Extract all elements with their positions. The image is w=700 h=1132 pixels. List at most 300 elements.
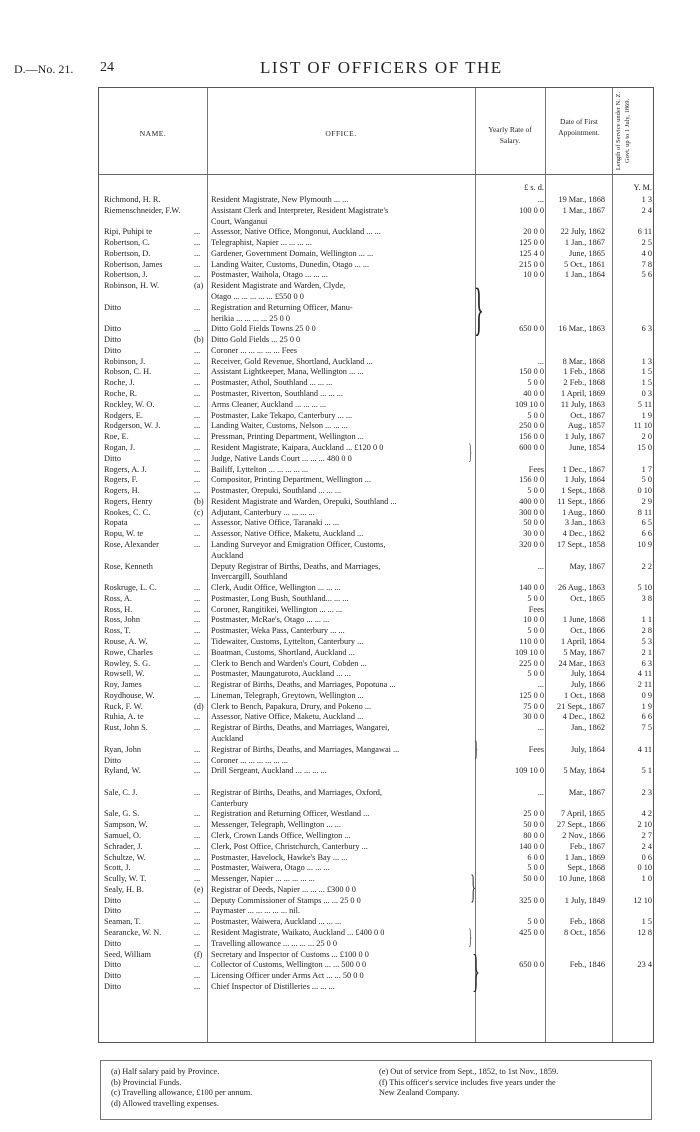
- officer-name: Robson, C. H.: [104, 367, 152, 377]
- salary-value: 40 0 0: [523, 389, 544, 399]
- office-text: Chief Inspector of Distilleries ... ... ...: [211, 981, 335, 991]
- office-text: Assistant Clerk and Interpreter, Resident Magistrate's: [211, 205, 389, 215]
- appointment-date: Oct., 1866: [570, 626, 605, 636]
- officer-name: Rockley, W. O.: [104, 399, 155, 409]
- service-length: 2 1: [641, 647, 652, 657]
- office-text: Lineman, Telegraph, Greytown, Wellington ...: [211, 690, 364, 700]
- footnote: (d) Allowed travelling expenses.: [111, 1098, 219, 1108]
- appointment-date: 7 April, 1865: [560, 809, 605, 819]
- footnote-marker: ...: [194, 690, 201, 700]
- footnote-marker: ...: [194, 787, 201, 797]
- office-text: Resident Magistrate, Waikato, Auckland ... £400 0 0: [211, 928, 385, 938]
- salary-value: 5 0 0: [527, 626, 544, 636]
- appointment-date: 1 Dec., 1867: [562, 464, 605, 474]
- office-text: Deputy Registrar of Births, Deaths, and Marriages,: [211, 561, 381, 571]
- officer-name: Ross, H.: [104, 604, 133, 614]
- officer-name: Roche, R.: [104, 389, 137, 399]
- table-row: [99, 464, 655, 475]
- footnote-marker: ...: [194, 421, 201, 431]
- salary-value: 100 0 0: [519, 205, 544, 215]
- appointment-date: 1 Feb., 1868: [563, 367, 605, 377]
- officer-name: Rodgerson, W. J.: [104, 421, 161, 431]
- office-text: Postmaster, Havelock, Hawke's Bay ... ...: [211, 852, 348, 862]
- salary-value: 5 0 0: [527, 486, 544, 496]
- service-length: 5 6: [641, 270, 652, 280]
- officer-name: Ryan, John: [104, 744, 142, 754]
- table-row: [99, 388, 655, 399]
- office-text: Judge, Native Lands Court ... ... ... 480 0 0: [211, 453, 352, 463]
- office-text: Coroner ... ... ... ... ... Fees: [211, 345, 297, 355]
- footnote-marker: ...: [194, 895, 201, 905]
- appointment-date: 11 July, 1863: [560, 399, 605, 409]
- table-row: [99, 269, 655, 280]
- office-text: Deputy Commissioner of Stamps ... ... 25 0 0: [211, 895, 361, 905]
- office-text: Registrar of Births, Deaths, and Marriages, Popotuna ...: [211, 680, 396, 690]
- officer-name: Rose, Alexander: [104, 539, 159, 549]
- footnote-marker: ...: [194, 238, 201, 248]
- appointment-date: 4 Dec., 1862: [562, 529, 605, 539]
- office-text: Adjutant, Canterbury ... ... ... ...: [211, 507, 315, 517]
- salary-value: 140 0 0: [519, 841, 544, 851]
- appointment-date: 5 May, 1864: [563, 766, 605, 776]
- salary-value: 125 4 0: [519, 248, 544, 258]
- officer-name: Ditto: [104, 302, 122, 312]
- officer-name: Rogers, A. J.: [104, 464, 147, 474]
- table-row: [99, 830, 655, 841]
- table-row: [99, 938, 655, 949]
- office-text: Tidewaiter, Customs, Lyttelton, Canterbury ...: [211, 636, 364, 646]
- office-text: Invercargill, Southland: [211, 572, 288, 582]
- officer-name: Ditto: [104, 971, 122, 981]
- footnote-marker: ...: [194, 615, 201, 625]
- officer-name: Roydhouse, W.: [104, 690, 155, 700]
- officer-name: Robertson, J.: [104, 270, 148, 280]
- office-text: Resident Magistrate and Warden, Orepuki, Southland ...: [211, 496, 397, 506]
- table-row: [99, 744, 655, 755]
- footnote: (e) Out of service from Sept., 1852, to 1st Nov., 1859.: [379, 1067, 559, 1076]
- appointment-date: June, 1854: [569, 442, 605, 452]
- footnote: (c) Travelling allowance, £100 per annum.: [111, 1088, 253, 1097]
- salary-value: 650 0 0: [519, 324, 544, 334]
- office-text: Postmaster, Waiwera, Otago ... ... ...: [211, 863, 330, 873]
- footnote-marker: ...: [194, 712, 201, 722]
- table-row: [99, 873, 655, 884]
- footnote-marker: (e): [194, 884, 204, 894]
- officer-name: Rogers, Henry: [104, 496, 153, 506]
- service-length: 0 10: [637, 863, 652, 873]
- table-row: [99, 927, 655, 938]
- officer-name: Ryland, W.: [104, 766, 141, 776]
- officer-name: Ditto: [104, 981, 122, 991]
- table-row: [99, 431, 655, 442]
- office-text: Coroner, Rangitikei, Wellington ... ... ...: [211, 604, 343, 614]
- table-row: [99, 410, 655, 421]
- officer-name: Rowley, S. G.: [104, 658, 151, 668]
- office-text: Paymaster ... ... ... ... ... nil.: [211, 906, 300, 916]
- table-row: [99, 701, 655, 712]
- office-text: Clerk to Bench, Papakura, Drury, and Pokeno ...: [211, 701, 372, 711]
- officer-name: Rodgers, E.: [104, 410, 143, 420]
- office-text: Registrar of Deeds, Napier ... ... ... £300 0 0: [211, 884, 356, 894]
- table-row: [99, 582, 655, 593]
- salary-value: 10 0 0: [523, 615, 544, 625]
- footnote-marker: ...: [194, 227, 201, 237]
- footnote-marker: ...: [194, 486, 201, 496]
- officer-name: Sale, C. J.: [104, 787, 138, 797]
- office-text: Boatman, Customs, Shortland, Auckland ...: [211, 647, 355, 657]
- office-text: Registrar of Births, Deaths, and Marriages, Wangarei,: [211, 723, 390, 733]
- appointment-date: 1 Jan., 1867: [564, 238, 605, 248]
- appointment-date: June, 1865: [569, 248, 605, 258]
- salary-value: 80 0 0: [523, 831, 544, 841]
- service-length: 2 11: [637, 680, 652, 690]
- salary-value: 325 0 0: [519, 895, 544, 905]
- appointment-date: 1 April, 1864: [560, 636, 605, 646]
- officer-name: Seaman, T.: [104, 917, 141, 927]
- table-row: [99, 399, 655, 410]
- appointment-date: 22 July, 1862: [560, 227, 605, 237]
- appointment-date: Feb., 1868: [569, 917, 605, 927]
- salary-value: 156 0 0: [519, 475, 544, 485]
- service-length: 2 9: [641, 496, 652, 506]
- appointment-date: Mar., 1867: [568, 787, 605, 797]
- appointment-date: 1 Oct., 1868: [563, 690, 605, 700]
- salary-value: 400 0 0: [519, 496, 544, 506]
- table-row: [99, 647, 655, 658]
- salary-value: 156 0 0: [519, 432, 544, 442]
- footnote-marker: ...: [194, 626, 201, 636]
- office-text: Arms Cleaner, Auckland ... ... ... ...: [211, 399, 327, 409]
- office-text: Assistant Lightkeeper, Mana, Wellington ... ...: [211, 367, 364, 377]
- column-header-name: NAME.: [139, 129, 167, 138]
- service-length: 5 11: [637, 399, 652, 409]
- office-text: Licensing Officer under Arms Act ... ... 50 0 0: [211, 971, 364, 981]
- footnote-marker: ...: [194, 680, 201, 690]
- office-text: Messenger, Napier ... ... ... ... ...: [211, 874, 315, 884]
- service-length: 2 8: [641, 626, 652, 636]
- footnote-marker: ...: [194, 378, 201, 388]
- page-title: LIST OF OFFICERS OF THE: [260, 58, 503, 77]
- office-text: Gardener, Government Domain, Wellington ... ...: [211, 248, 374, 258]
- salary-value: ...: [537, 356, 544, 366]
- office-text: Postmaster, Athol, Southland ... ... ...: [211, 378, 333, 388]
- office-text: Assessor, Native Office, Maketu, Auckland ...: [211, 712, 364, 722]
- service-length: 7 8: [641, 259, 652, 269]
- service-length: 4 2: [641, 809, 652, 819]
- appointment-date: Sept., 1868: [567, 863, 605, 873]
- appointment-date: 21 Sept., 1867: [557, 701, 605, 711]
- table-row: [99, 690, 655, 701]
- service-length: 1 9: [641, 701, 652, 711]
- footnote-marker: ...: [194, 356, 201, 366]
- service-length: 0 3: [641, 389, 652, 399]
- office-text: Court, Wanganui: [211, 216, 268, 226]
- footnote-marker: ...: [194, 831, 201, 841]
- officer-name: Sale, G. S.: [104, 809, 140, 819]
- table-row: [99, 733, 655, 744]
- bracket: }: [468, 924, 473, 949]
- salary-value: 30 0 0: [523, 712, 544, 722]
- salary-value: 10 0 0: [523, 270, 544, 280]
- footnote-marker: ...: [194, 636, 201, 646]
- table-row: [99, 625, 655, 636]
- service-length: 4 11: [637, 744, 652, 754]
- table-row: [99, 604, 655, 615]
- salary-value: 125 0 0: [519, 238, 544, 248]
- service-length: 10 9: [637, 539, 652, 549]
- footnote-marker: ...: [194, 583, 201, 593]
- officer-name: Schultze, W.: [104, 852, 146, 862]
- table-row: [99, 916, 655, 927]
- table-row: [99, 571, 655, 582]
- table-row: [99, 636, 655, 647]
- officer-name: Ditto: [104, 960, 122, 970]
- table-row: [99, 205, 655, 216]
- salary-value: 5 0 0: [527, 410, 544, 420]
- footnotes-box: [100, 1060, 652, 1120]
- table-row: [99, 808, 655, 819]
- office-text: Registrar of Births, Deaths, and Marriages, Mangawai ...: [211, 744, 400, 754]
- appointment-date: 1 Jan., 1864: [564, 270, 605, 280]
- service-length: 2 2: [641, 561, 652, 571]
- salary-value: ...: [537, 680, 544, 690]
- appointment-date: July, 1864: [570, 744, 605, 754]
- table-row: [99, 442, 655, 453]
- officer-name: Riemenschneider, F.W.: [104, 205, 181, 215]
- salary-value: 5 0 0: [527, 378, 544, 388]
- officer-name: Rogers, H.: [104, 486, 140, 496]
- table-row: [99, 280, 655, 291]
- officer-name: Rogan, J.: [104, 442, 136, 452]
- table-row: [99, 798, 655, 809]
- service-length: 1 1: [641, 615, 652, 625]
- officer-name: Scott, J.: [104, 863, 131, 873]
- officer-name: Ross, T.: [104, 626, 131, 636]
- officer-name: Ditto: [104, 938, 122, 948]
- salary-value: ...: [537, 723, 544, 733]
- footnote-marker: ...: [194, 324, 201, 334]
- office-text: Assessor, Native Office, Taranaki ... ...: [211, 518, 340, 528]
- service-length: 2 10: [637, 820, 652, 830]
- office-text: Messenger, Telegraph, Wellington ... ...: [211, 820, 341, 830]
- table-row: [99, 226, 655, 237]
- officer-name: Robinson, H. W.: [104, 281, 160, 291]
- table-row: [99, 905, 655, 916]
- table-row: [99, 862, 655, 873]
- appointment-date: 17 Sept., 1858: [557, 539, 605, 549]
- officer-name: Scully, W. T.: [104, 874, 147, 884]
- officer-name: Seed, William: [104, 949, 151, 959]
- service-length: 1 5: [641, 917, 652, 927]
- office-text: Compositor, Printing Department, Wellington ...: [211, 475, 371, 485]
- service-length: 1 5: [641, 378, 652, 388]
- officer-name: Ruhia, A. te: [104, 712, 144, 722]
- office-text: Landing Waiter, Customs, Nelson ... ... ...: [211, 421, 348, 431]
- table-row: [99, 539, 655, 550]
- salary-value: 109 10 0: [514, 399, 544, 409]
- footnote-marker: ...: [194, 658, 201, 668]
- table-row: [99, 248, 655, 259]
- office-text: Clerk, Post Office, Christchurch, Canterbury ...: [211, 841, 368, 851]
- service-length: 0 6: [641, 852, 652, 862]
- office-text: Landing Waiter, Customs, Dunedin, Otago ... ...: [211, 259, 370, 269]
- table-row: [99, 561, 655, 572]
- service-length: 0 10: [637, 486, 652, 496]
- service-length: 3 8: [641, 593, 652, 603]
- officer-name: Rowsell, W.: [104, 669, 145, 679]
- office-text: Pressman, Printing Department, Wellington ...: [211, 432, 364, 442]
- officer-name: Ropata: [104, 518, 128, 528]
- footnote-marker: ...: [194, 367, 201, 377]
- service-length: 12 10: [633, 895, 652, 905]
- footnote-marker: ...: [194, 863, 201, 873]
- salary-value: 50 0 0: [523, 820, 544, 830]
- footnote-marker: ...: [194, 248, 201, 258]
- officer-name: Ripi, Puhipi te: [104, 227, 153, 237]
- table-row: [99, 356, 655, 367]
- officer-name: Schrader, J.: [104, 841, 143, 851]
- service-length: 2 3: [641, 787, 652, 797]
- table-row: [99, 981, 655, 992]
- footnote-marker: (b): [194, 335, 204, 345]
- office-text: Assessor, Native Office, Maketu, Auckland ...: [211, 529, 364, 539]
- table-row: [99, 787, 655, 798]
- salary-value: 5 0 0: [527, 669, 544, 679]
- service-length: 23 4: [637, 960, 652, 970]
- service-length: 6 6: [641, 712, 652, 722]
- salary-value: 109 10 0: [514, 766, 544, 776]
- service-length: 12 8: [637, 928, 652, 938]
- officer-name: Ross, A.: [104, 593, 132, 603]
- salary-value: 5 0 0: [527, 863, 544, 873]
- office-text: Telegraphist, Napier ... ... ... ...: [211, 238, 312, 248]
- table-row: [99, 841, 655, 852]
- appointment-date: 1 Mar., 1867: [562, 205, 605, 215]
- table-row: [99, 237, 655, 248]
- office-text: Postmaster, Lake Tekapo, Canterbury ... ...: [211, 410, 353, 420]
- office-text: Canterbury: [211, 798, 249, 808]
- officer-name: Rose, Kenneth: [104, 561, 153, 571]
- office-text: Clerk to Bench and Warden's Court, Cobden ...: [211, 658, 367, 668]
- column-header-date: Date of First Appointment.: [558, 117, 600, 137]
- office-text: Postmaster, Orepuki, Southland ... ... ...: [211, 486, 342, 496]
- salary-value: 110 0 0: [519, 636, 544, 646]
- service-length: 2 7: [641, 831, 652, 841]
- office-text: Postmaster, McRae's, Otago ... ... ...: [211, 615, 330, 625]
- service-length: 1 0: [641, 874, 652, 884]
- salary-value: 20 0 0: [523, 227, 544, 237]
- salary-value: 5 0 0: [527, 917, 544, 927]
- appointment-date: Oct., 1867: [570, 410, 605, 420]
- salary-value: ...: [537, 195, 544, 204]
- office-text: Resident Magistrate, Kaipara, Auckland ... £120 0 0: [211, 442, 384, 452]
- salary-value: 250 0 0: [519, 421, 544, 431]
- office-text: Postmaster, Waihola, Otago ... ... ...: [211, 270, 328, 280]
- table-row: [99, 819, 655, 830]
- appointment-date: 8 Oct., 1856: [563, 928, 605, 938]
- officer-name: Rogers, F.: [104, 475, 138, 485]
- officers-table: [98, 87, 654, 1043]
- footnote-marker: ...: [194, 744, 201, 754]
- appointment-date: 1 July, 1864: [564, 475, 605, 485]
- salary-units: £ s. d.: [524, 183, 544, 192]
- table-row: [99, 711, 655, 722]
- salary-value: 50 0 0: [523, 518, 544, 528]
- footnote-marker: ...: [194, 593, 201, 603]
- salary-value: 75 0 0: [523, 701, 544, 711]
- service-length: 6 6: [641, 529, 652, 539]
- office-text: Postmaster, Weka Pass, Canterbury ... ...: [211, 626, 345, 636]
- footnotes-right: [379, 1067, 558, 1099]
- officer-name: Rowe, Charles: [104, 647, 153, 657]
- officer-name: Searancke, W. N.: [104, 928, 162, 938]
- footnote-marker: ...: [194, 539, 201, 549]
- office-text: Postmaster, Long Bush, Southland... ... ...: [211, 593, 349, 603]
- office-text: Registrar of Births, Deaths, and Marriages, Oxford,: [211, 787, 382, 797]
- table-row: [99, 970, 655, 981]
- table-row: [99, 658, 655, 669]
- appointment-date: July, 1866: [570, 680, 605, 690]
- table-row: [99, 313, 655, 324]
- appointment-date: 11 Sept., 1866: [557, 496, 605, 506]
- officer-name: Sealy, H. B.: [104, 884, 144, 894]
- footnote: (a) Half salary paid by Province.: [111, 1067, 220, 1076]
- footnote-marker: (b): [194, 496, 204, 506]
- office-text: Coroner ... ... ... ... ... ...: [211, 755, 288, 765]
- footnote-marker: ...: [194, 345, 201, 355]
- salary-value: 300 0 0: [519, 507, 544, 517]
- table-row: [99, 668, 655, 679]
- office-text: Auckland: [211, 734, 244, 743]
- service-length: 2 4: [641, 841, 652, 851]
- officer-name: Ditto: [104, 895, 122, 905]
- service-length: 4 0: [641, 248, 652, 258]
- service-length: 7 5: [641, 723, 652, 733]
- table-row: [99, 485, 655, 496]
- service-length: 5 10: [637, 583, 652, 593]
- office-text: Travelling allowance ... ... ... ... 25 0 0: [211, 938, 337, 948]
- officer-name: Roe, E.: [104, 432, 129, 442]
- officer-name: Roche, J.: [104, 378, 135, 388]
- appointment-date: 4 Dec., 1862: [562, 712, 605, 722]
- service-length: 4 11: [637, 669, 652, 679]
- office-text: Landing Surveyor and Emigration Officer, Customs,: [211, 539, 386, 549]
- salary-value: 140 0 0: [519, 583, 544, 593]
- salary-value: 109 10 0: [514, 647, 544, 657]
- footnote-marker: ...: [194, 852, 201, 862]
- office-text: Postmaster, Waiwera, Auckland ... ... ...: [211, 917, 342, 927]
- column-header-length: Length of Service under N. Z. Govt. up to 1 July, 1869.: [615, 91, 631, 171]
- table-row: [99, 959, 655, 970]
- footnote-marker: ...: [194, 259, 201, 269]
- office-text: Clerk, Crown Lands Office, Wellington ...: [211, 831, 351, 841]
- appointment-date: Aug., 1857: [567, 421, 605, 431]
- footnote-marker: ...: [194, 841, 201, 851]
- salary-value: 320 0 0: [519, 539, 544, 549]
- footnote-marker: ...: [194, 464, 201, 474]
- appointment-date: Feb., 1846: [569, 960, 605, 970]
- officer-name: Ropu, W. te: [104, 529, 144, 539]
- footnote-marker: ...: [194, 647, 201, 657]
- officer-name: Robertson, C.: [104, 238, 150, 248]
- officer-name: Ditto: [104, 453, 122, 463]
- appointment-date: 27 Sept., 1866: [557, 820, 605, 830]
- table-row: [99, 679, 655, 690]
- salary-value: 6 0 0: [527, 852, 544, 862]
- appointment-date: 1 June, 1868: [562, 615, 605, 625]
- appointment-date: 5 May, 1867: [563, 647, 605, 657]
- footnote: (b) Provincial Funds.: [111, 1077, 182, 1087]
